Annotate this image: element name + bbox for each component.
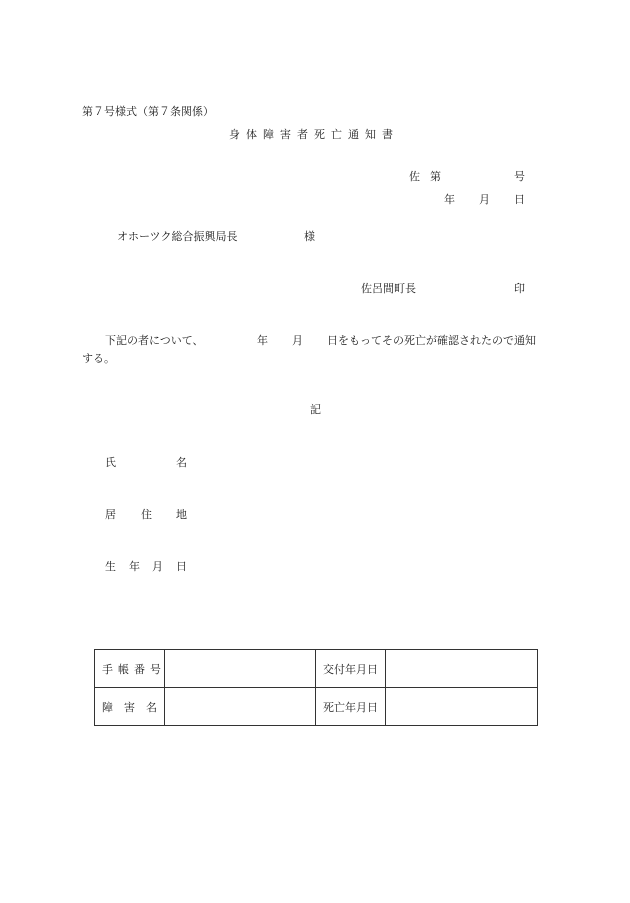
reference-office: 佐 bbox=[409, 170, 420, 183]
issue-date-value[interactable] bbox=[386, 650, 538, 688]
sender-name: 佐呂間町長 bbox=[361, 282, 416, 295]
reference-go: 号 bbox=[514, 170, 525, 183]
date-day-label: 日 bbox=[514, 193, 525, 206]
body-lead: 下記の者について、 bbox=[105, 334, 204, 347]
table-row bbox=[95, 650, 538, 688]
body-year-label: 年 bbox=[257, 334, 268, 347]
handbook-number-label: 手帳番号 bbox=[95, 650, 165, 688]
residence-label-char-3: 地 bbox=[176, 508, 187, 521]
disability-name-label: 障 害 名 bbox=[95, 688, 165, 726]
birthdate-label-char-4: 日 bbox=[176, 560, 187, 573]
birthdate-label-char-2: 年 bbox=[129, 560, 140, 573]
disability-name-value[interactable] bbox=[165, 688, 316, 726]
body-month-label: 月 bbox=[292, 334, 303, 347]
reference-dai: 第 bbox=[430, 170, 441, 183]
birthdate-label-char-1: 生 bbox=[105, 560, 116, 573]
date-year-label: 年 bbox=[444, 193, 455, 206]
handbook-info-table bbox=[94, 649, 538, 726]
document-title: 身体障害者死亡通知書 bbox=[229, 128, 399, 141]
body-line-2: する。 bbox=[82, 352, 115, 365]
ki-heading: 記 bbox=[310, 403, 321, 416]
addressee-honorific: 様 bbox=[304, 230, 315, 243]
name-label-char-2: 名 bbox=[176, 456, 187, 469]
death-date-label: 死亡年月日 bbox=[316, 688, 386, 726]
table-row bbox=[95, 688, 538, 726]
addressee-name: オホーツク総合振興局長 bbox=[117, 230, 238, 243]
birthdate-label-char-3: 月 bbox=[152, 560, 163, 573]
residence-label-char-1: 居 bbox=[105, 508, 116, 521]
body-rest: 日をもってその死亡が確認されたので通知 bbox=[327, 334, 536, 347]
handbook-number-value[interactable] bbox=[165, 650, 316, 688]
form-number: 第７号様式（第７条関係） bbox=[82, 105, 214, 118]
death-date-value[interactable] bbox=[386, 688, 538, 726]
issue-date-label: 交付年月日 bbox=[316, 650, 386, 688]
date-month-label: 月 bbox=[479, 193, 490, 206]
seal-mark: 印 bbox=[514, 282, 525, 295]
residence-label-char-2: 住 bbox=[141, 508, 152, 521]
name-label-char-1: 氏 bbox=[105, 456, 116, 469]
